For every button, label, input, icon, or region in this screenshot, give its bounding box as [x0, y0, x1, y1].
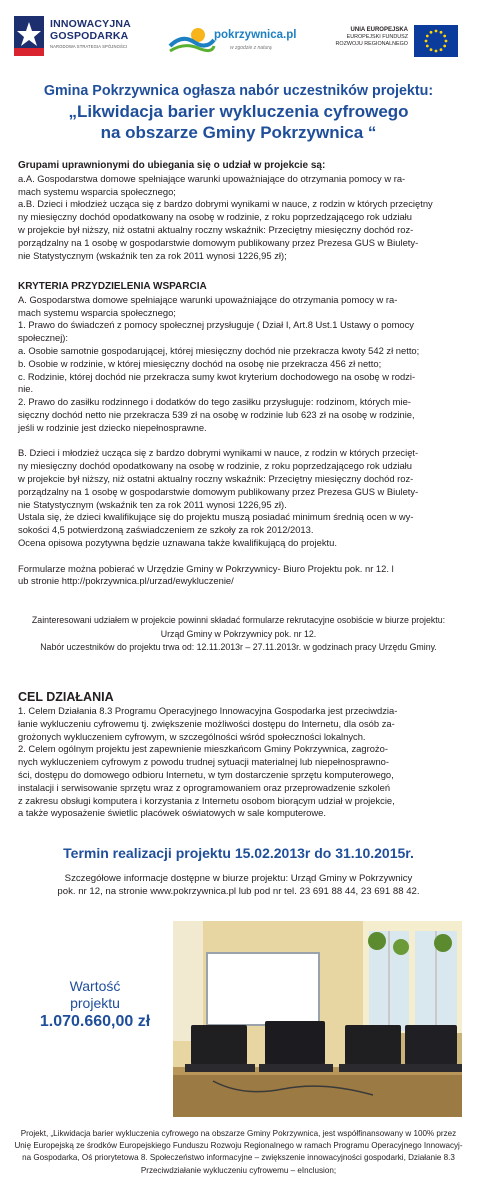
- eu-line2: EUROPEJSKI FUNDUSZ: [346, 34, 408, 40]
- title-line2: „Likwidacja barier wykluczenia cyfrowego: [68, 102, 409, 121]
- criteria-line: mach systemu wsparcia społecznego;: [18, 306, 176, 318]
- groups-line: a.A. Gospodarstwa domowe spełniające warunki upoważniające do otrzymania pomocy w ra-: [18, 172, 406, 184]
- cel-line: 1. Celem Działania 8.3 Programu Operacyjnego Innowacyjna Gospodarka jest przeciwdzia-: [18, 705, 398, 716]
- details-section: [0, 872, 477, 898]
- termin-heading: Termin realizacji projektu 15.02.2013r do 31.10.2015r.: [63, 845, 414, 861]
- notice-section: [18, 614, 459, 655]
- innowacyjna-gospodarka-logo: [14, 14, 154, 64]
- eu-line3: ROZWOJU REGIONALNEGO: [335, 41, 408, 47]
- cel-line: a także wyposażenie świetlic placówek oświatowych w sale komputerowe.: [18, 807, 326, 819]
- criteria-line: 2. Prawo do zasiłku rodzinnego i dodatków do tego zasiłku przysługuje: rodzinom, których mie-: [18, 396, 411, 408]
- criteria-line: sięczny dochód netto nie przekracza 539 zł na osobę w rodzinie lub 623 zł na osobę w rodzinie,: [18, 408, 415, 420]
- groups-line: mach systemu wsparcia społecznego;: [18, 185, 176, 197]
- criteria-section: [18, 281, 459, 588]
- criteria-line: ny miesięczny dochód opodatkowany na osobę w rodzinie, z roku poprzedzającego rok udziału: [18, 460, 412, 472]
- cel-line: z zakresu obsługi komputera i korzystania z Internetu osobom biorącym udział w projekcie,: [18, 794, 395, 806]
- cel-line: grożonych wykluczeniem cyfrowym, w szczególności wśród społeczności lokalnych.: [18, 730, 366, 742]
- ig-line1: INNOWACYJNA: [50, 18, 131, 30]
- groups-line: a.B. Dzieci i młodzież ucząca się z bardzo dobrymi wynikami w nauce, z rodzin w których przeciętny: [18, 198, 433, 210]
- value-line1: Wartość: [69, 978, 121, 994]
- header-logos: [0, 0, 477, 78]
- cel-line: 2. Celem ogólnym projektu jest zapewnienie mieszkańcom Gminy Pokrzywnica, zagrożo-: [18, 743, 388, 755]
- classroom-illustration: [173, 921, 462, 1117]
- details-line2: pok. nr 12, na stronie www.pokrzywnica.pl lub pod nr tel. 23 691 88 44, 23 691 88 42.: [57, 886, 420, 897]
- eu-line1: UNIA EUROPEJSKA: [350, 27, 408, 33]
- title-line1: Gmina Pokrzywnica ogłasza nabór uczestników projektu:: [43, 83, 434, 99]
- forms-line: Formularze można pobierać w Urzędzie Gminy w Pokrzywnicy- Biuro Projektu pok. nr 12. l: [18, 562, 394, 574]
- notice-line: Zainteresowani udziałem w projekcie powinni składać formularze rekrutacyjne osobiście w biurze projektu:: [31, 615, 446, 625]
- criteria-line: Ustala się, że dzieci kwalifikujące się do projektu muszą posiadać minimum średnią ocen w wy-: [18, 511, 414, 523]
- cel-line: instalacji i serwisowanie sprzętu wraz z oprogramowaniem oraz przeprowadzenie szkoleń: [18, 781, 391, 793]
- project-value: [22, 978, 168, 1032]
- cel-line: nych wykluczeniem cyfrowym z powodu trudnej sytuacji materialnej lub niepełnosprawno-: [18, 756, 390, 768]
- groups-line: porządzalny na 1 osobę w gospodarstwie domowym publikowany przez Prezesa GUS w Biulety-: [18, 236, 419, 248]
- criteria-heading: KRYTERIA PRZYDZIELENIA WSPARCIA: [18, 281, 207, 292]
- criteria-line: w projekcie był niższy, niż ostatni aktualny roczny wskaźnik: Przeciętny miesięczny dochód roz-: [18, 472, 414, 484]
- footer-line: Unię Europejską ze środków Europejskiego Funduszu Rozwoju Regionalnego w ramach Programu Operacyjnego Innowacyj-: [14, 1141, 463, 1151]
- groups-line: ny miesięczny dochód opodatkowany na osobę w rodzinie, z roku poprzedzającego rok udziału: [18, 211, 412, 223]
- eu-label: [332, 26, 408, 48]
- notice-line: Nabór uczestników do projektu trwa od: 12.11.2013r – 27.11.2013r. w godzinach pracy Urzędu Gminy.: [40, 642, 437, 653]
- criteria-line: c. Rodzinie, której dochód nie przekracza sumy kwot kryterium dochodowego na osobę w rodzi-: [18, 370, 416, 382]
- classroom-photo: [173, 921, 462, 1117]
- criteria-line: B. Dzieci i młodzież ucząca się z bardzo dobrymi wynikami w nauce, z rodzin w których przecięt-: [18, 447, 419, 459]
- notice-line: Urząd Gminy w Pokrzywnicy pok. nr 12.: [160, 628, 317, 639]
- value-amount: 1.070.660,00 zł: [39, 1013, 151, 1030]
- footer-line: Przeciwdziałanie wykluczeniu cyfrowemu – eInclusion;: [140, 1165, 337, 1175]
- pokrzywnica-wave-icon: [168, 26, 216, 54]
- details-line1: Szczegółowe informacje dostępne w biurze projektu: Urząd Gminy w Pokrzywnicy: [64, 873, 413, 884]
- cel-section: [18, 705, 459, 820]
- criteria-line: b. Osobie w rodzinie, w której miesięczny dochód na osobę nie przekracza 456 zł netto;: [18, 357, 382, 369]
- ig-star-icon: [14, 16, 44, 56]
- ig-line3: NARODOWA STRATEGIA SPÓJNOŚCI: [50, 44, 128, 49]
- criteria-line: porządzalny na 1 osobę w gospodarstwie domowym publikowany przez Prezesa GUS w Biulety-: [18, 485, 419, 497]
- criteria-line: 1. Prawo do świadczeń z pomocy społecznej przysługuje ( Dział I, Art.8 Ust.1 Ustawy o pomocy: [18, 319, 414, 331]
- criteria-line: nie.: [18, 383, 34, 395]
- footer-line: Projekt, „Likwidacja barier wykluczenia cyfrowego na obszarze Gminy Pokrzywnica, jest współfinansowany w 100% przez: [20, 1129, 457, 1138]
- value-line2: projektu: [70, 995, 120, 1011]
- footer-note: [14, 1128, 463, 1177]
- criteria-line: A. Gospodarstwa domowe spełniające warunki upoważniające do otrzymania pomocy w ra-: [18, 293, 398, 305]
- title-line3: na obszarze Gminy Pokrzywnica “: [100, 123, 377, 142]
- cel-heading: CEL DZIAŁANIA: [18, 690, 114, 704]
- pokrzywnica-name: pokrzywnica.pl: [214, 29, 297, 41]
- groups-section: [18, 160, 459, 262]
- criteria-line: sokości 4,5 potwierdzoną zaświadczeniem ze szkoły za rok 2012/2013.: [18, 524, 314, 536]
- pokrzywnica-tagline: w zgodzie z naturą: [230, 45, 272, 51]
- forms-line: ub stronie http://pokrzywnica.pl/urzad/ewykluczenie/: [18, 575, 234, 587]
- groups-heading: Grupami uprawnionymi do ubiegania się o udział w projekcie są:: [18, 160, 326, 171]
- page-title: [0, 82, 477, 143]
- criteria-line: nie Statystycznym (wskaźnik ten za rok 2011 wynosi 1226,95 zł).: [18, 498, 287, 510]
- cel-line: łanie wykluczeniu cyfrowemu tj. zwiększenie możliwości dostępu do Internetu, dla osób za-: [18, 717, 395, 729]
- criteria-line: społecznej):: [18, 332, 69, 344]
- footer-line: na Gospodarka, Oś priorytetowa 8. Społeczeństwo informacyjne – zwiększenie innowacyjności gospodarki, Działanie 8.3: [22, 1153, 455, 1163]
- criteria-line: Ocena opisowa pozytywna będzie uznawana także kwalifikującą do projektu.: [18, 536, 337, 548]
- groups-line: nie Statystycznym (wskaźnik ten za rok 2011 wynosi 1226,95 zł);: [18, 249, 287, 261]
- cel-line: ści, dostępu do domowego odbioru Internetu, w tym dostarczenie sprzętu komputerowego,: [18, 768, 394, 780]
- criteria-line: a. Osobie samotnie gospodarującej, której miesięczny dochód nie przekracza kwoty 542 zł netto;: [18, 344, 420, 356]
- eu-flag-icon: [414, 25, 458, 57]
- pokrzywnica-logo: [168, 24, 328, 64]
- criteria-line: jeśli w rodzinie jest dziecko niepełnosprawne.: [18, 421, 207, 433]
- ig-line2: GOSPODARKA: [50, 30, 129, 42]
- groups-line: w projekcie był niższy, niż ostatni aktualny roczny wskaźnik: Przeciętny miesięczny dochód roz-: [18, 223, 414, 235]
